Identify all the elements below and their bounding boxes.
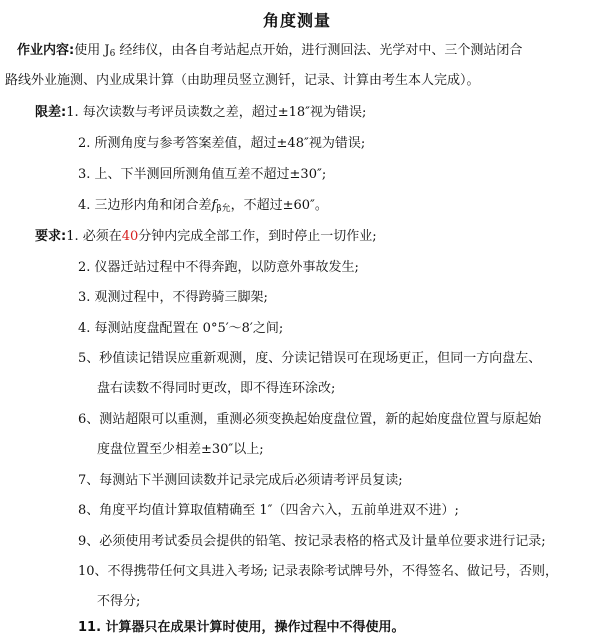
intro-line-2: 路线外业施测、内业成果计算（由助理员竖立测钎，记录、计算由考生本人完成）。 bbox=[5, 73, 480, 88]
page-title: 角度测量 bbox=[262, 11, 331, 30]
reqs-item-7: 7、每测站下半测回读数并记录完成后必须请考评员复读; bbox=[78, 473, 403, 488]
reqs-item-10-line-2: 不得分; bbox=[97, 594, 141, 609]
limits-item-3: 3. 上、下半测回所测角值互差不超过±30″; bbox=[78, 167, 327, 182]
intro-label: 作业内容: bbox=[17, 43, 75, 58]
reqs-item-6-line-1: 6、测站超限可以重测，重测必须变换起始度盘位置，新的起始度盘位置与原起始 bbox=[78, 412, 542, 427]
reqs-item-8: 8、角度平均值计算取值精确至 1″（四舍六入，五前单进双不进）; bbox=[78, 503, 459, 518]
limits-item-2: 2. 所测角度与参考答案差值，超过±48″视为错误; bbox=[78, 136, 366, 151]
reqs-item-1: 要求:1. 必须在40分钟内完成全部工作，到时停止一切作业; bbox=[35, 229, 377, 244]
limits-item-1: 限差:1. 每次读数与考评员读数之差，超过±18″视为错误; bbox=[35, 105, 367, 120]
reqs-item-5-line-1: 5、秒值读记错误应重新观测，度、分读记错误可在现场更正，但同一方向盘左、 bbox=[78, 351, 542, 366]
reqs-item-9: 9、必须使用考试委员会提供的铅笔、按记录表格的格式及计量单位要求进行记录; bbox=[78, 534, 546, 549]
reqs-item-6-line-2: 度盘位置至少相差±30″以上; bbox=[97, 442, 264, 457]
limits-item-4: 4. 三边形内角和闭合差$f_{\beta 允}$，不超过±60″。 bbox=[78, 198, 328, 214]
reqs-item-11: 11. 计算器只在成果计算时使用，操作过程中不得使用。 bbox=[78, 620, 405, 635]
intro-line-1: 作业内容:使用 $J_6$ 经纬仪，由各自考站起点开始，进行测回法、光学对中、三个测站闭合 bbox=[17, 43, 523, 59]
limits-label: 限差: bbox=[35, 105, 67, 120]
reqs-label: 要求: bbox=[35, 229, 67, 244]
time-limit-value: 40 bbox=[121, 229, 139, 244]
reqs-item-3: 3. 观测过程中，不得跨骑三脚架; bbox=[78, 290, 268, 305]
reqs-item-4: 4. 每测站度盘配置在 0°5′～8′之间; bbox=[78, 321, 284, 336]
reqs-item-5-line-2: 盘右读数不得同时更改，即不得连环涂改; bbox=[97, 381, 336, 396]
reqs-item-10-line-1: 10、不得携带任何文具进入考场; 记录表除考试牌号外，不得签名、做记号，否则， bbox=[78, 564, 559, 579]
reqs-item-2: 2. 仪器迁站过程中不得奔跑，以防意外事故发生; bbox=[78, 260, 359, 275]
